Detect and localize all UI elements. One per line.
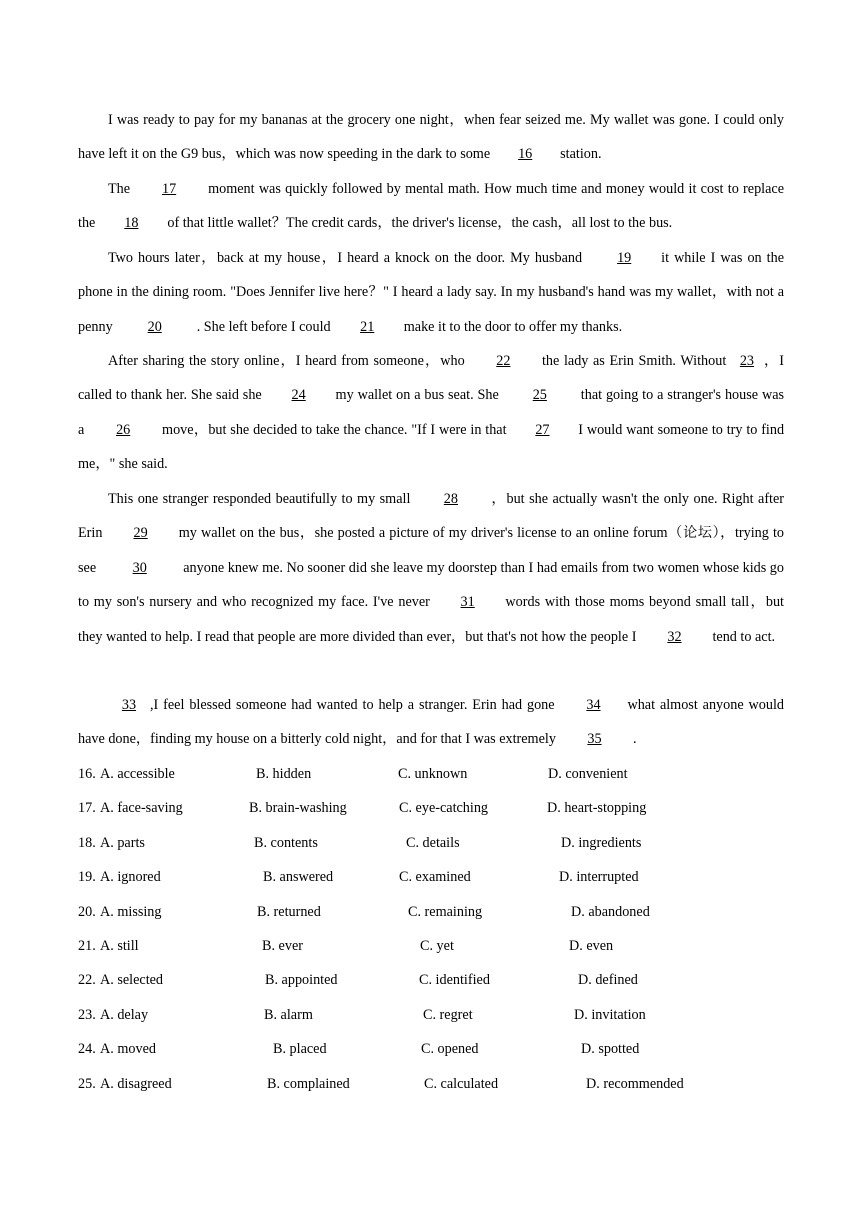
paragraph-3 <box>78 241 784 344</box>
question-number: 21. <box>78 937 96 954</box>
option-c[interactable]: C. identified <box>419 972 490 989</box>
text: my wallet on a bus seat. She <box>335 387 499 404</box>
paragraph-1 <box>78 103 784 172</box>
question-18 <box>78 826 784 860</box>
option-b[interactable]: B. brain-washing <box>249 800 347 817</box>
text: it while I was on the phone in the dining room. "Does Jennifer live here？" I heard a lady say. In my husband's hand was my wallet，with not a penny <box>78 250 785 335</box>
blank-33[interactable]: 33 <box>121 697 137 713</box>
blank-31[interactable]: 31 <box>460 594 475 611</box>
question-21 <box>78 929 784 963</box>
option-a[interactable]: A. missing <box>100 903 162 920</box>
paragraph-2 <box>78 172 784 241</box>
text: ，I called to thank her. She said she <box>78 353 785 404</box>
question-22 <box>78 963 784 997</box>
question-number: 24. <box>78 1041 96 1058</box>
blank-32[interactable]: 32 <box>667 628 682 645</box>
question-number: 20. <box>78 903 96 920</box>
option-a[interactable]: A. face-saving <box>100 800 183 817</box>
option-b[interactable]: B. alarm <box>264 1006 313 1023</box>
text: tend to act. <box>712 628 776 645</box>
text: move，but she decided to take the chance. "If I were in that <box>162 421 507 438</box>
text: . She left before I could <box>196 318 331 335</box>
text: what almost anyone would have done，finding my house on a bitterly cold night，and for that I was extremely <box>78 697 784 748</box>
option-c[interactable]: C. eye-catching <box>399 800 489 817</box>
question-23 <box>78 998 784 1032</box>
option-b[interactable]: B. hidden <box>256 766 312 782</box>
text: anyone knew me. No sooner did she leave my doorstep than I had emails from two women whose kids go to my son's nursery and who recognized my face. I've never <box>78 559 784 611</box>
option-d[interactable]: D. spotted <box>581 1041 640 1058</box>
option-b[interactable]: B. appointed <box>265 972 338 989</box>
option-d[interactable]: D. ingredients <box>561 834 642 851</box>
question-16 <box>78 757 784 791</box>
option-a[interactable]: A. delay <box>100 1006 149 1023</box>
option-d[interactable]: D. interrupted <box>559 869 639 886</box>
question-25 <box>78 1067 784 1101</box>
text: I would want someone to try to find me，" she said. <box>78 421 785 473</box>
question-19 <box>78 860 784 894</box>
blank-24[interactable]: 24 <box>291 387 306 404</box>
option-a[interactable]: A. disagreed <box>100 1075 172 1092</box>
text: my wallet on the bus，she posted a picture of my driver's license to an online forum（论坛），trying to see <box>78 525 785 576</box>
blank-25[interactable]: 25 <box>532 387 547 404</box>
blank-29[interactable]: 29 <box>133 525 148 542</box>
option-d[interactable]: D. recommended <box>586 1075 684 1092</box>
blank-21[interactable]: 21 <box>360 318 375 335</box>
text: After sharing the story online，I heard from someone，who <box>108 353 465 369</box>
text: make it to the door to offer my thanks. <box>403 318 623 335</box>
question-number: 19. <box>78 869 96 886</box>
blank-35[interactable]: 35 <box>587 731 602 748</box>
blank-28[interactable]: 28 <box>443 491 458 507</box>
paragraph-6 <box>78 688 784 757</box>
option-a[interactable]: A. moved <box>100 1041 156 1058</box>
option-c[interactable]: C. opened <box>421 1041 479 1058</box>
text: This one stranger responded beautifully to my small <box>108 491 411 507</box>
blank-19[interactable]: 19 <box>617 250 632 266</box>
paragraph-5 <box>78 482 784 654</box>
blank-27[interactable]: 27 <box>535 421 550 438</box>
blank-18[interactable]: 18 <box>124 215 139 232</box>
question-20 <box>78 895 784 929</box>
question-24 <box>78 1032 784 1066</box>
option-c[interactable]: C. unknown <box>398 766 468 782</box>
option-a[interactable]: A. still <box>100 937 139 954</box>
option-d[interactable]: D. convenient <box>548 766 628 782</box>
question-17 <box>78 791 784 825</box>
blank-30[interactable]: 30 <box>132 559 147 576</box>
question-number: 17. <box>78 800 96 817</box>
options-list <box>78 757 784 1101</box>
blank-17[interactable]: 17 <box>161 181 177 197</box>
option-c[interactable]: C. calculated <box>424 1075 499 1092</box>
option-b[interactable]: B. answered <box>263 869 334 886</box>
question-number: 25. <box>78 1075 96 1092</box>
option-c[interactable]: C. regret <box>423 1006 473 1023</box>
option-d[interactable]: D. abandoned <box>571 903 650 920</box>
text: I was ready to pay for my bananas at the grocery one night，when fear seized me. My wallet was gone. I could only have left it on the G9 bus，which was now speeding in the dark to some <box>78 112 784 163</box>
option-d[interactable]: D. heart-stopping <box>547 800 647 817</box>
blank-20[interactable]: 20 <box>147 318 162 335</box>
blank-22[interactable]: 22 <box>496 353 511 369</box>
option-d[interactable]: D. defined <box>578 972 638 989</box>
text: ,I feel blessed someone had wanted to help a stranger. Erin had gone <box>150 697 555 713</box>
blank-16[interactable]: 16 <box>518 146 533 163</box>
option-a[interactable]: A. ignored <box>100 869 161 886</box>
text: that going to a stranger's house was a <box>78 387 785 438</box>
text: words with those moms beyond small tall，but they wanted to help. I read that people are more divided than ever，but that's not how the people I <box>78 594 784 645</box>
blank-26[interactable]: 26 <box>116 421 131 438</box>
option-c[interactable]: C. remaining <box>408 903 483 920</box>
question-number: 18. <box>78 834 96 851</box>
option-b[interactable]: B. contents <box>254 834 318 851</box>
text: Two hours later，back at my house，I heard a knock on the door. My husband <box>108 250 583 266</box>
option-b[interactable]: B. returned <box>257 903 321 920</box>
text: ，but she actually wasn't the only one. Right after Erin <box>78 491 785 542</box>
option-c[interactable]: C. yet <box>420 937 454 954</box>
blank-34[interactable]: 34 <box>586 697 601 713</box>
text: of that little wallet？The credit cards，the driver's license，the cash，all lost to the bus. <box>167 215 673 232</box>
option-b[interactable]: B. complained <box>267 1075 350 1092</box>
blank-23[interactable]: 23 <box>739 353 755 369</box>
question-number: 22. <box>78 972 96 989</box>
text: the lady as Erin Smith. Without <box>541 353 727 369</box>
option-a[interactable]: A. parts <box>100 834 145 851</box>
option-b[interactable]: B. placed <box>273 1041 327 1058</box>
option-d[interactable]: D. even <box>569 937 614 954</box>
option-c[interactable]: C. examined <box>399 869 471 886</box>
option-d[interactable]: D. invitation <box>574 1006 646 1023</box>
option-c[interactable]: C. details <box>406 834 460 851</box>
paragraph-4 <box>78 344 784 482</box>
text: moment was quickly followed by mental math. How much time and money would it cost to replace the <box>78 181 784 232</box>
text: . <box>633 731 637 748</box>
question-number: 23. <box>78 1006 96 1023</box>
option-a[interactable]: A. selected <box>100 972 164 989</box>
option-a[interactable]: A. accessible <box>100 766 175 782</box>
question-number: 16. <box>78 766 96 782</box>
text: The <box>108 181 131 197</box>
text: station. <box>560 146 602 163</box>
option-b[interactable]: B. ever <box>262 937 303 954</box>
